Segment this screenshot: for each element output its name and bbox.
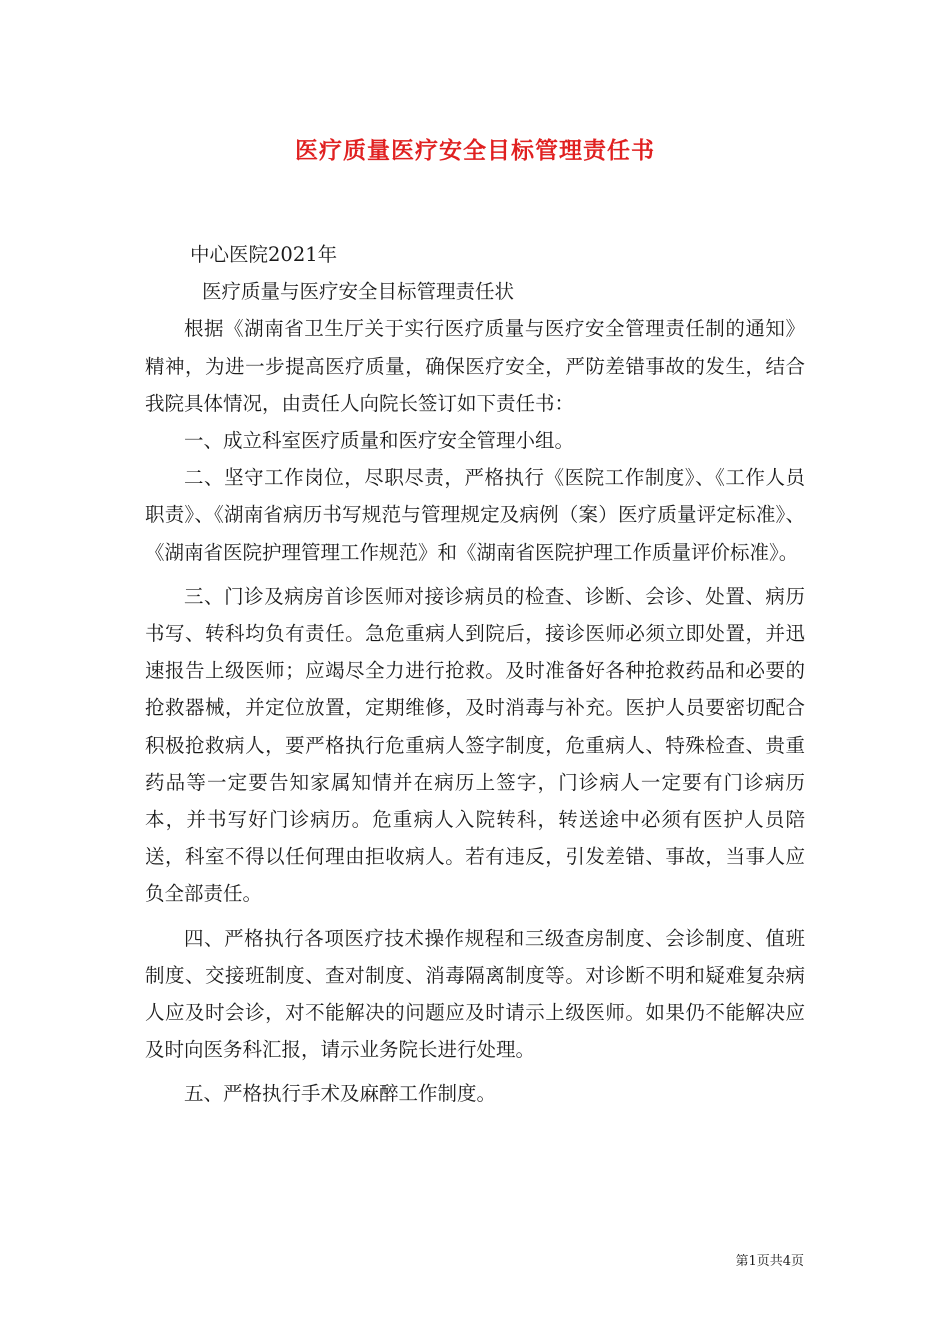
organization-line: 中心医院2021年 [190, 243, 338, 266]
paragraph-item-2: 二、坚守工作岗位，尽职尽责，严格执行《医院工作制度》、《工作人员职责》、《湖南省病历书写规范与管理规定及病例（案）医疗质量评定标准》、《湖南省医院护理管理工作规范》和《湖南省医院护理工作质量评价标准》。 [145, 466, 805, 564]
page-indicator: 第1页共4页 [735, 1254, 804, 1269]
paragraph-item-1: 一、成立科室医疗质量和医疗安全管理小组。 [184, 429, 575, 453]
document-body [145, 236, 805, 1113]
document-title: 医疗质量医疗安全目标管理责任书 [295, 137, 655, 164]
paragraph-item-5: 五、严格执行手术及麻醉工作制度。 [184, 1082, 497, 1106]
paragraph-item-3: 三、门诊及病房首诊医师对接诊病员的检查、诊断、会诊、处置、病历书写、转科均负有责任。急危重病人到院后，接诊医师必须立即处置，并迅速报告上级医师；应竭尽全力进行抢救。及时准备好各种抢救药品和必要的抢救器械，并定位放置，定期维修，及时消毒与补充。医护人员要密切配合积极抢救病人，要严格执行危重病人签字制度，危重病人、特殊检查、贵重药品等一定要告知家属知情并在病历上签字，门诊病人一定要有门诊病历本，并书写好门诊病历。危重病人入院转科，转送途中必须有医护人员陪送，科室不得以任何理由拒收病人。若有违反，引发差错、事故，当事人应负全部责任。 [145, 584, 805, 906]
paragraph-intro: 根据《湖南省卫生厅关于实行医疗质量与医疗安全管理责任制的通知》精神，为进一步提高医疗质量，确保医疗安全，严防差错事故的发生，结合我院具体情况，由责任人向院长签订如下责任书： [145, 317, 805, 415]
paragraph-item-4: 四、严格执行各项医疗技术操作规程和三级查房制度、会诊制度、值班制度、交接班制度、查对制度、消毒隔离制度等。对诊断不明和疑难复杂病人应及时会诊，对不能解决的问题应及时请示上级医师。如果仍不能解决应及时向医务科汇报，请示业务院长进行处理。 [145, 926, 805, 1062]
document-subtitle: 医疗质量与医疗安全目标管理责任状 [202, 280, 515, 304]
